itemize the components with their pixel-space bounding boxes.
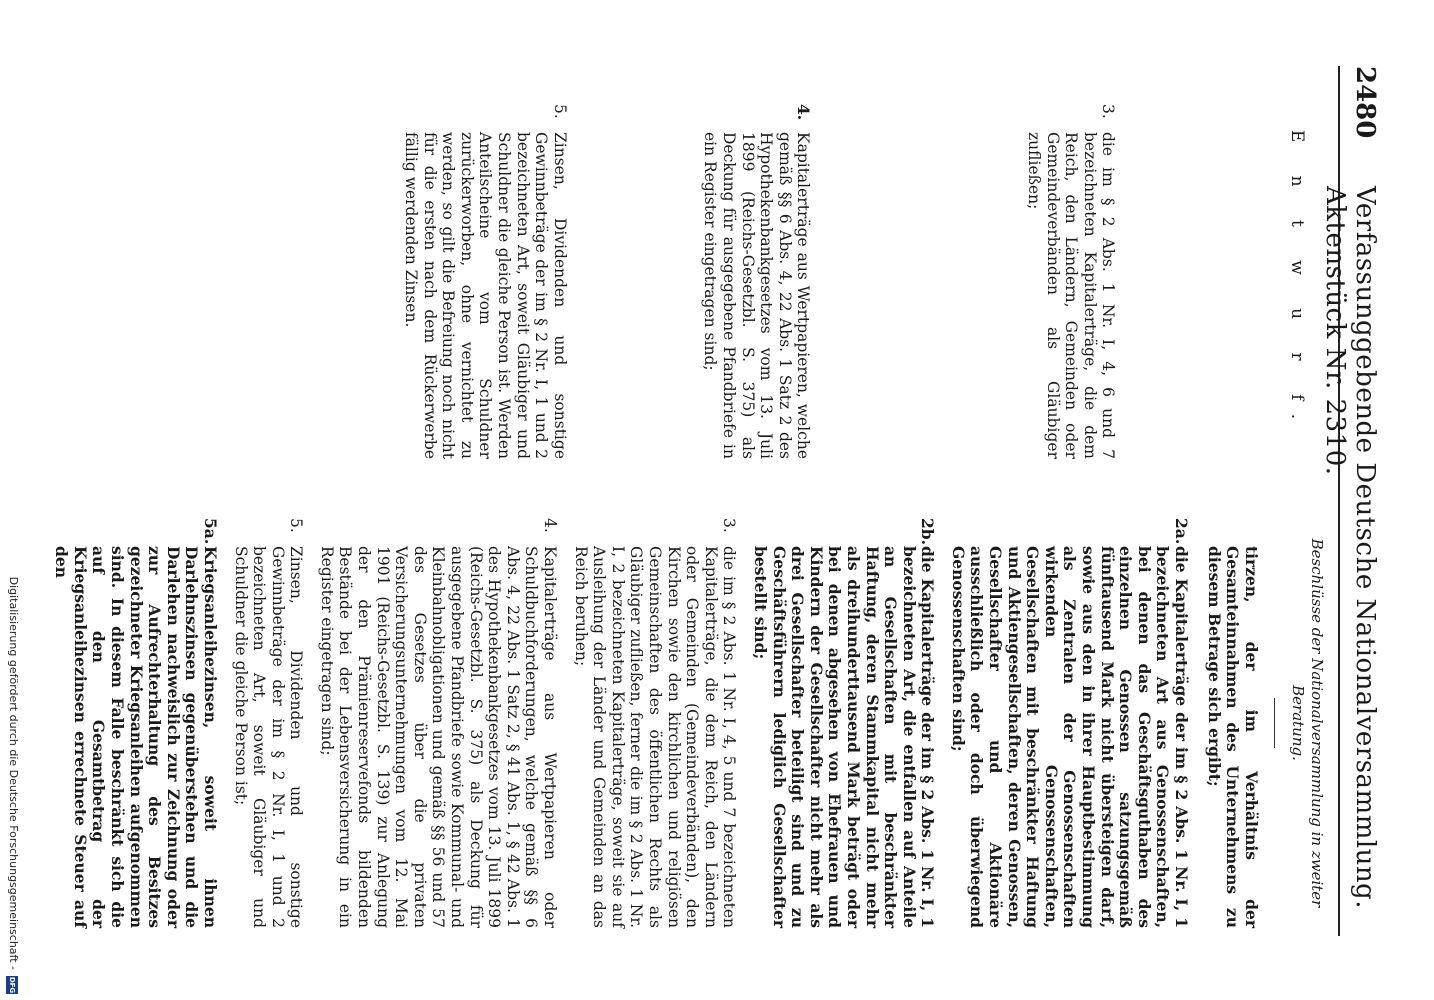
- item-number: 2b.: [918, 518, 938, 546]
- item-text: Kapitalerträge aus Wertpapieren oder Schuldbuchforderungen, welche gemäß §§ 6 Abs. 4, 22 Abs. 1 Satz 2, § 41 Abs. 1, § 42 Abs. 1 des Hypothekenbankgesetzes vom 13. Juli 1899 (Reichs-Gesetzbl. S. 375) als Deckung für ausgegebene Pfandbriefe sowie Kommunal- und Kleinbahnobligationen und gemäß §§ 56 und 57 des Gesetzes über die privaten Versicherungsunternehmungen vom 12. Mai 1901 (Reichs-Gesetzbl. S. 139) zur Anlegung der den Prämienreservefonds bildenden Bestände bei der Lebensversicherung in ein Register eingetragen sind;: [317, 546, 560, 928]
- item-number: 4.: [794, 104, 814, 121]
- left-item: [1024, 104, 1117, 459]
- item-text: die Kapitalerträge der im § 2 Abs. 1 Nr. I, 1 bezeichneten Art aus Genossenschaften, bei denen das Geschäftsguthaben des einzelnen Genossen satzungsgemäß fünftausend Mark nicht übersteigen darf, sowie aus den in ihrer Hauptbestimmung als Zentralen der Genossenschaften wirkenden Genossenschaften, Gesellschaften mit beschränkter Haftung und Aktiengesellschaften, deren Genossen, Gesellschafter und Aktionäre ausschließlich oder doch überwiegend Genossenschaften sind;: [948, 546, 1192, 928]
- right-column: [40, 518, 1326, 928]
- right-item: [571, 518, 738, 928]
- page-number: 2480: [1350, 66, 1380, 139]
- right-item: [52, 518, 219, 928]
- item-number: 5.: [287, 518, 306, 533]
- right-item: [231, 518, 305, 928]
- right-item: [750, 518, 936, 928]
- item-text: Kapitalerträge aus Wertpapieren, welche gemäß §§ 6 Abs. 4, 22 Abs. 1 Satz 2 des Hypothekenbankgesetzes vom 13. Juli 1899 (Reichs-Gesetzbl. S. 375) als Deckung für ausgegebene Pfandbriefe in ein Register eingetragen sind;: [701, 132, 813, 459]
- item-text: die im § 2 Abs. 1 Nr. I, 4, 5 und 7 bezeichneten Kapitalerträge, die dem Reich, den Ländern oder Gemeinden (Gemeindeverbänden), den Kirchen sowie den kirchlichen und religiösen Gemeinschaften des öffentlichen Rechts als Gläubiger zufließen, ferner die im § 2 Abs. 1 Nr. I, 2 bezeichneten Kapitalerträge, soweit sie auf Ausleihung der Länder und Gemeinden an das Reich beruhen;: [571, 546, 739, 928]
- item-text: Kriegsanleihezinsen, soweit ihnen Darlehnszinsen gegenüberstehen und die Darlehen nachweislich zur Zeichnung oder zur Aufrechterhaltung des Besitzes gezeichneter Kriegsanleihen aufgenommen sind. In diesem Falle beschränkt sich die auf den Gesamtbetrag der Kriegsanleihezinsen errechnete Steuer auf den: [52, 546, 220, 928]
- left-item: [701, 104, 813, 459]
- credit-text: Digitalisierung gefördert durch die Deutsche Forschungsgemeinschaft -: [7, 576, 20, 970]
- left-column-title: E n t w u r f.: [1287, 129, 1307, 434]
- item-number: 5.: [550, 104, 569, 119]
- item-number: 2a.: [1172, 518, 1192, 545]
- item-number: 4.: [541, 518, 560, 533]
- right-column-title: Beschlüsse der Nationalversammlung in zweiter Beratung.: [1289, 538, 1326, 908]
- left-item: [402, 104, 569, 459]
- item-number: 3.: [720, 518, 739, 533]
- right-item: [317, 518, 559, 928]
- digitization-credit: [0, 0, 22, 1000]
- intro-text: tirzen, der im Verhältnis der Gesamteinnahmen des Unternehmens zu diesem Betrage sich ergibt;: [1204, 546, 1261, 928]
- divider: [1274, 698, 1275, 748]
- item-number: 5a.: [200, 518, 220, 545]
- dfg-logo-icon: DFG: [8, 976, 16, 994]
- page-header: [1320, 66, 1384, 936]
- left-column: [390, 104, 1326, 459]
- item-text: die im § 2 Abs. 1 Nr. I, 4, 6 und 7 bezeichneten Kapitalerträge, die dem Reich, den Ländern, Gemeinden oder Gemeindeverbänden als Gläubiger zufließen;: [1025, 132, 1118, 459]
- page-title: Verfassunggebende Deutsche Nationalversammlung. Aktenstück Nr. 2310.: [1320, 186, 1380, 910]
- right-item: [948, 518, 1190, 928]
- item-text: Zinsen, Dividenden und sonstige Gewinnbeträge der im § 2 Nr. I, 1 und 2 bezeichneten Art, soweit Gläubiger und Schuldner die gleiche Person ist;: [231, 546, 306, 928]
- item-text: die Kapitalerträge der im § 2 Abs. 1 Nr. I, 1 bezeichneten Art, die entfallen auf Anteile an Gesellschaften mit beschränkter Haftung, deren Stammkapital nicht mehr als dreihunderttausend Mark beträgt oder bei denen abgesehen von Ehefrauen und Kindern der Gesellschafter nicht mehr als drei Gesellschafter beteiligt sind und zu Geschäftsführern lediglich Gesellschafter bestellt sind;: [750, 546, 938, 928]
- item-number: 3.: [1099, 104, 1118, 119]
- item-text: Zinsen, Dividenden und sonstige Gewinnbeträge der im § 2 Nr. I, 1 und 2 bezeichneten Art, soweit Gläubiger und Schuldner die gleiche Person ist. Werden Anteilscheine vom Schuldner zurückerworben, ohne vernichtet zu werden, so gilt die Befreiung noch nicht für die ersten nach dem Rückerwerbe fällig werdenden Zinsen.: [402, 132, 569, 459]
